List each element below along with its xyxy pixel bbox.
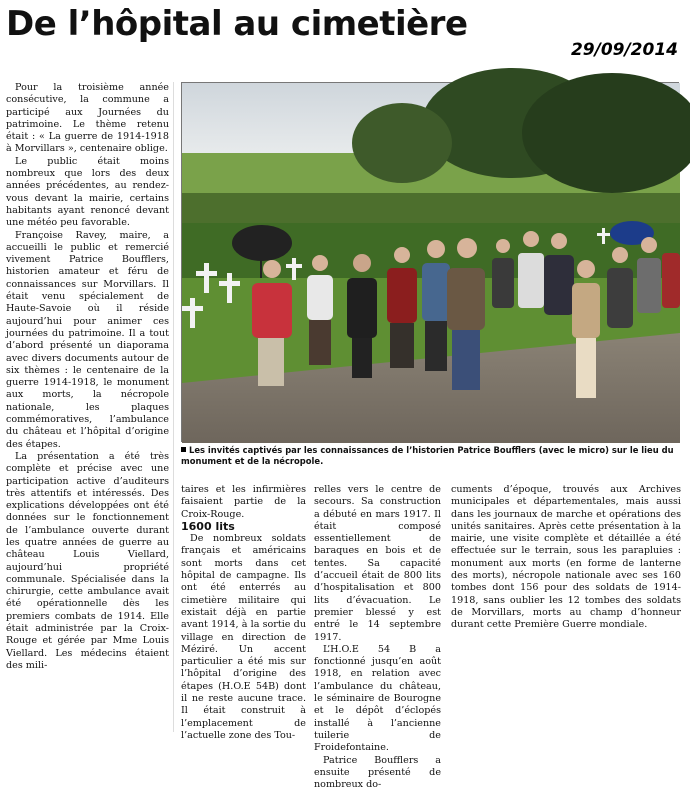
paragraph: relles vers le centre de secours. Sa construction a débuté en mars 1917. Il était composé essentiellement de baraques en bois et de tentes. Sa capacité d’accueil était de 800 lits d’hospitalisation et 800 lits d’évacuation. Le premier blessé y est entré le 14 septembre 1917. (314, 484, 441, 643)
news-photo (181, 82, 679, 442)
article-column-1 (6, 82, 169, 730)
paragraph: Le public était moins nombreux que lors des deux années précédentes, au rendez-vous devant la mairie, certains habitants ayant renoncé devant une météo peu favorable. (6, 155, 169, 229)
article-column-2 (181, 484, 306, 741)
publication-date: 29/09/2014 (570, 40, 678, 60)
paragraph: Pour la troisième année consécutive, la commune a participé aux Journées du patrimoine. Le thème retenu était : « La guerre de 1914-1918 à Morvillars », centenaire oblige. (6, 82, 169, 155)
paragraph: cuments d’époque, trouvés aux Archives municipales et départementales, mais aussi dans les journaux de marche et opérations des unités sanitaires. Après cette présentation à la mairie, une visite complète et détaillée a été effectuée sur le terrain, sous les parapluies : monument aux morts (en forme de lanterne des morts), nécropole nationale avec ses 160 tombes dont 156 pour des soldats de 1914-1918, sans oublier les 12 tombes des soldats de Morvillars, morts au champ d’honneur durant cette Première Guerre mondiale. (451, 484, 681, 631)
paragraph: Patrice Boufflers a ensuite présenté de nombreux do- (314, 754, 441, 791)
paragraph: La présentation a été très complète et précise avec une participation active d’auditeurs très attentifs et intéressés. Des explications développées ont été données sur le fonctionnement de l’ambulance ouverte durant les quatre années de guerre au château Louis Viellard, aujourd’hui propriété communale. Spécialisée dans la chirurgie, cette ambulance avait été opérationnelle dès les premiers combats de 1914. Elle était administrée par la Croix-Rouge et gérée par Mme Louis Viellard. Les médecins étaient des mili- (6, 450, 169, 671)
paragraph: taires et les infirmières faisaient partie de la Croix-Rouge. (181, 484, 306, 520)
paragraph: Françoise Ravey, maire, a accueilli le public et remercié vivement Patrice Boufflers, historien amateur et féru de connaissances sur Morvillars. Il était venu spécialement de Haute-Savoie où il réside aujourd’hui pour animer ces journées du patrimoine. Il a tout d’abord présenté un diaporama avec divers documents autour de six thèmes : le centenaire de la guerre 1914-1918, le monument aux morts, la nécropole nationale, les plaques commémoratives, l’ambulance du château et l’hôpital d’origine des étapes. (6, 229, 169, 450)
paragraph: De nombreux soldats français et américains sont morts dans cet hôpital de campagne. Ils ont été enterrés au cimetière militaire qui existait déjà en partie avant 1914, à la sortie du village en direction de Méziré. Un accent particulier a été mis sur l’hôpital d’origine des étapes (H.O.E 54B) dont il ne reste aucune trace. Il était construit à l’emplacement de l’actuelle zone des Tou- (181, 533, 306, 741)
headline: De l’hôpital au cimetière (6, 4, 468, 44)
article-column-3 (314, 484, 441, 791)
article-column-4 (451, 484, 681, 730)
column-divider (173, 82, 174, 732)
subheading: 1600 lits (181, 519, 235, 533)
caption-text: Les invités captivés par les connaissances de l’historien Patrice Boufflers (avec le micro) sur le lieu du monument et de la nécropole. (181, 445, 674, 466)
caption-bullet-icon (181, 447, 186, 452)
photo-caption (181, 445, 679, 467)
paragraph: L’H.O.E 54 B a fonctionné jusqu’en août 1918, en relation avec l’ambulance du château, le séminaire de Bourogne et le dépôt d’éclopés installé à l’ancienne tuilerie de Froidefontaine. (314, 643, 441, 754)
